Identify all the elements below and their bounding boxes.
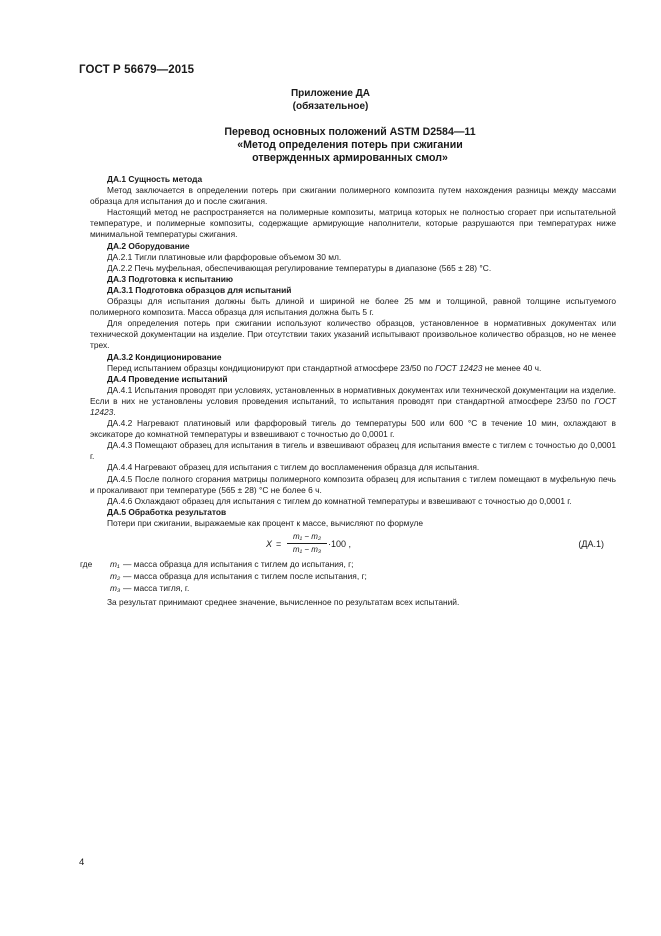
title-line-1: Перевод основных положений ASTM D2584—11 [224, 126, 476, 138]
paragraph: ДА.4.2 Нагревают платиновый или фарфоровый тигель до температуры 500 или 600 °С в течение 10 мин, охлаждают в эксикаторе до комнатной температуры и взвешивают с точностью до 0,0001 г. [90, 418, 616, 440]
variable-description: — масса образца для испытания с тиглем до испытания, г; [123, 559, 354, 569]
paragraph: Образцы для испытания должны быть длиной и шириной не более 25 мм и толщиной, равной толщине испытуемого полимерного композита. Масса образца для испытания должна быть 5 г. [90, 296, 616, 318]
paragraph: Настоящий метод не распространяется на полимерные композиты, матрица которых не полностью сгорает при испытательной температуре, и полимерные композиты, содержащие армирующие наполнители, которые разрушаются при температурах ниже минимальной температуры сжигания. [90, 207, 616, 240]
paragraph-text: Перед испытанием образцы кондиционируют при стандартной атмосфере 23/50 по [107, 362, 433, 373]
appendix-note: (обязательное) [292, 101, 369, 112]
where-row [90, 583, 616, 595]
standard-number-header: ГОСТ Р 56679—2015 [79, 64, 195, 76]
paragraph: ДА.2.1 Тигли платиновые или фарфоровые объемом 30 мл. [107, 251, 342, 262]
variable-symbol: m₁ [110, 559, 120, 569]
paragraph: ДА.4.5 После полного сгорания матрицы полимерного композита образец для испытания с тиглем помещают в муфельную печь и прокаливают при температуре (565 ± 28) °С не более 6 ч. [90, 473, 616, 495]
formula-number: (ДА.1) [578, 539, 604, 549]
standard-reference: ГОСТ 12423 [90, 395, 617, 417]
section-heading: ДА.5 Обработка результатов [107, 506, 227, 517]
formula-numerator: m₁ − m₂ [287, 532, 327, 544]
appendix-title: Приложение ДА [290, 88, 371, 99]
paragraph: ДА.2.2 Печь муфельная, обеспечивающая регулирование температуры в диапазоне (565 ± 28) °С. [107, 262, 492, 273]
standard-reference: ГОСТ 12423 [435, 362, 483, 373]
section-heading: ДА.2 Оборудование [107, 240, 190, 251]
paragraph: ДА.4.3 Помещают образец для испытания в тигель и взвешивают образец для испытания вместе с тиглем с точностью до 0,0001 г. [90, 440, 616, 462]
where-label: где [80, 559, 93, 569]
document-body [80, 174, 617, 608]
formula-multiplier: ·100 , [328, 539, 352, 549]
paragraph: За результат принимают среднее значение, вычисленное по результатам всех испытаний. [107, 597, 460, 607]
where-row [90, 571, 616, 583]
section-heading: ДА.3 Подготовка к испытанию [107, 273, 234, 284]
title-line-2: «Метод определения потерь при сжигании [237, 139, 463, 151]
paragraph [90, 363, 616, 374]
variable-description: — масса тигля, г. [123, 583, 190, 593]
section-heading: ДА.4 Проведение испытаний [107, 373, 228, 384]
variable-symbol: m₂ [110, 571, 121, 581]
document-title [150, 126, 550, 165]
paragraph: Метод заключается в определении потерь при сжигании полимерного композита путем нахождения разницы между массами образца для испытания до и после сжигания. [90, 185, 616, 207]
variable-description: — масса образца для испытания с тиглем после испытания, г; [123, 571, 367, 581]
formula-equals: = [276, 539, 282, 549]
where-row [80, 559, 616, 571]
variable-symbol: m₃ [110, 583, 121, 593]
paragraph-text: . [113, 406, 116, 417]
formula-fraction [287, 532, 327, 555]
title-line-3: отвержденных армированных смол» [252, 152, 448, 164]
formula-denominator: m₁ − m₃ [292, 545, 322, 554]
page-number: 4 [79, 857, 85, 868]
paragraph: Для определения потерь при сжигании используют количество образцов, установленное в нормативных документах или технической документации на изделие. При отсутствии таких указаний испытывают произвольное количество образцов, но не менее трех. [90, 318, 616, 351]
formula-lhs: X [266, 539, 273, 549]
paragraph: Потери при сжигании, выражаемые как процент к массе, вычисляют по формуле [107, 517, 424, 528]
paragraph: ДА.4.6 Охлаждают образец для испытания с тиглем до комнатной температуры и взвешивают с точностью до 0,0001 г. [107, 495, 572, 506]
paragraph-text: не менее 40 ч. [484, 362, 542, 373]
section-heading: ДА.1 Сущность метода [107, 174, 203, 184]
paragraph [90, 385, 616, 418]
subsection-heading: ДА.3.2 Кондиционирование [107, 351, 222, 362]
subsection-heading: ДА.3.1 Подготовка образцов для испытаний [107, 284, 292, 295]
paragraph-text: ДА.4.1 Испытания проводят при условиях, установленных в нормативных документах или технической документации на изделие. Если в них не установлены условия проведения испытаний, то испытания проводят при стандартной атмосфере 23/50 по [90, 384, 616, 406]
paragraph: ДА.4.4 Нагревают образец для испытания с тиглем до воспламенения образца для испытания. [107, 462, 480, 473]
formula-da1 [90, 532, 616, 558]
